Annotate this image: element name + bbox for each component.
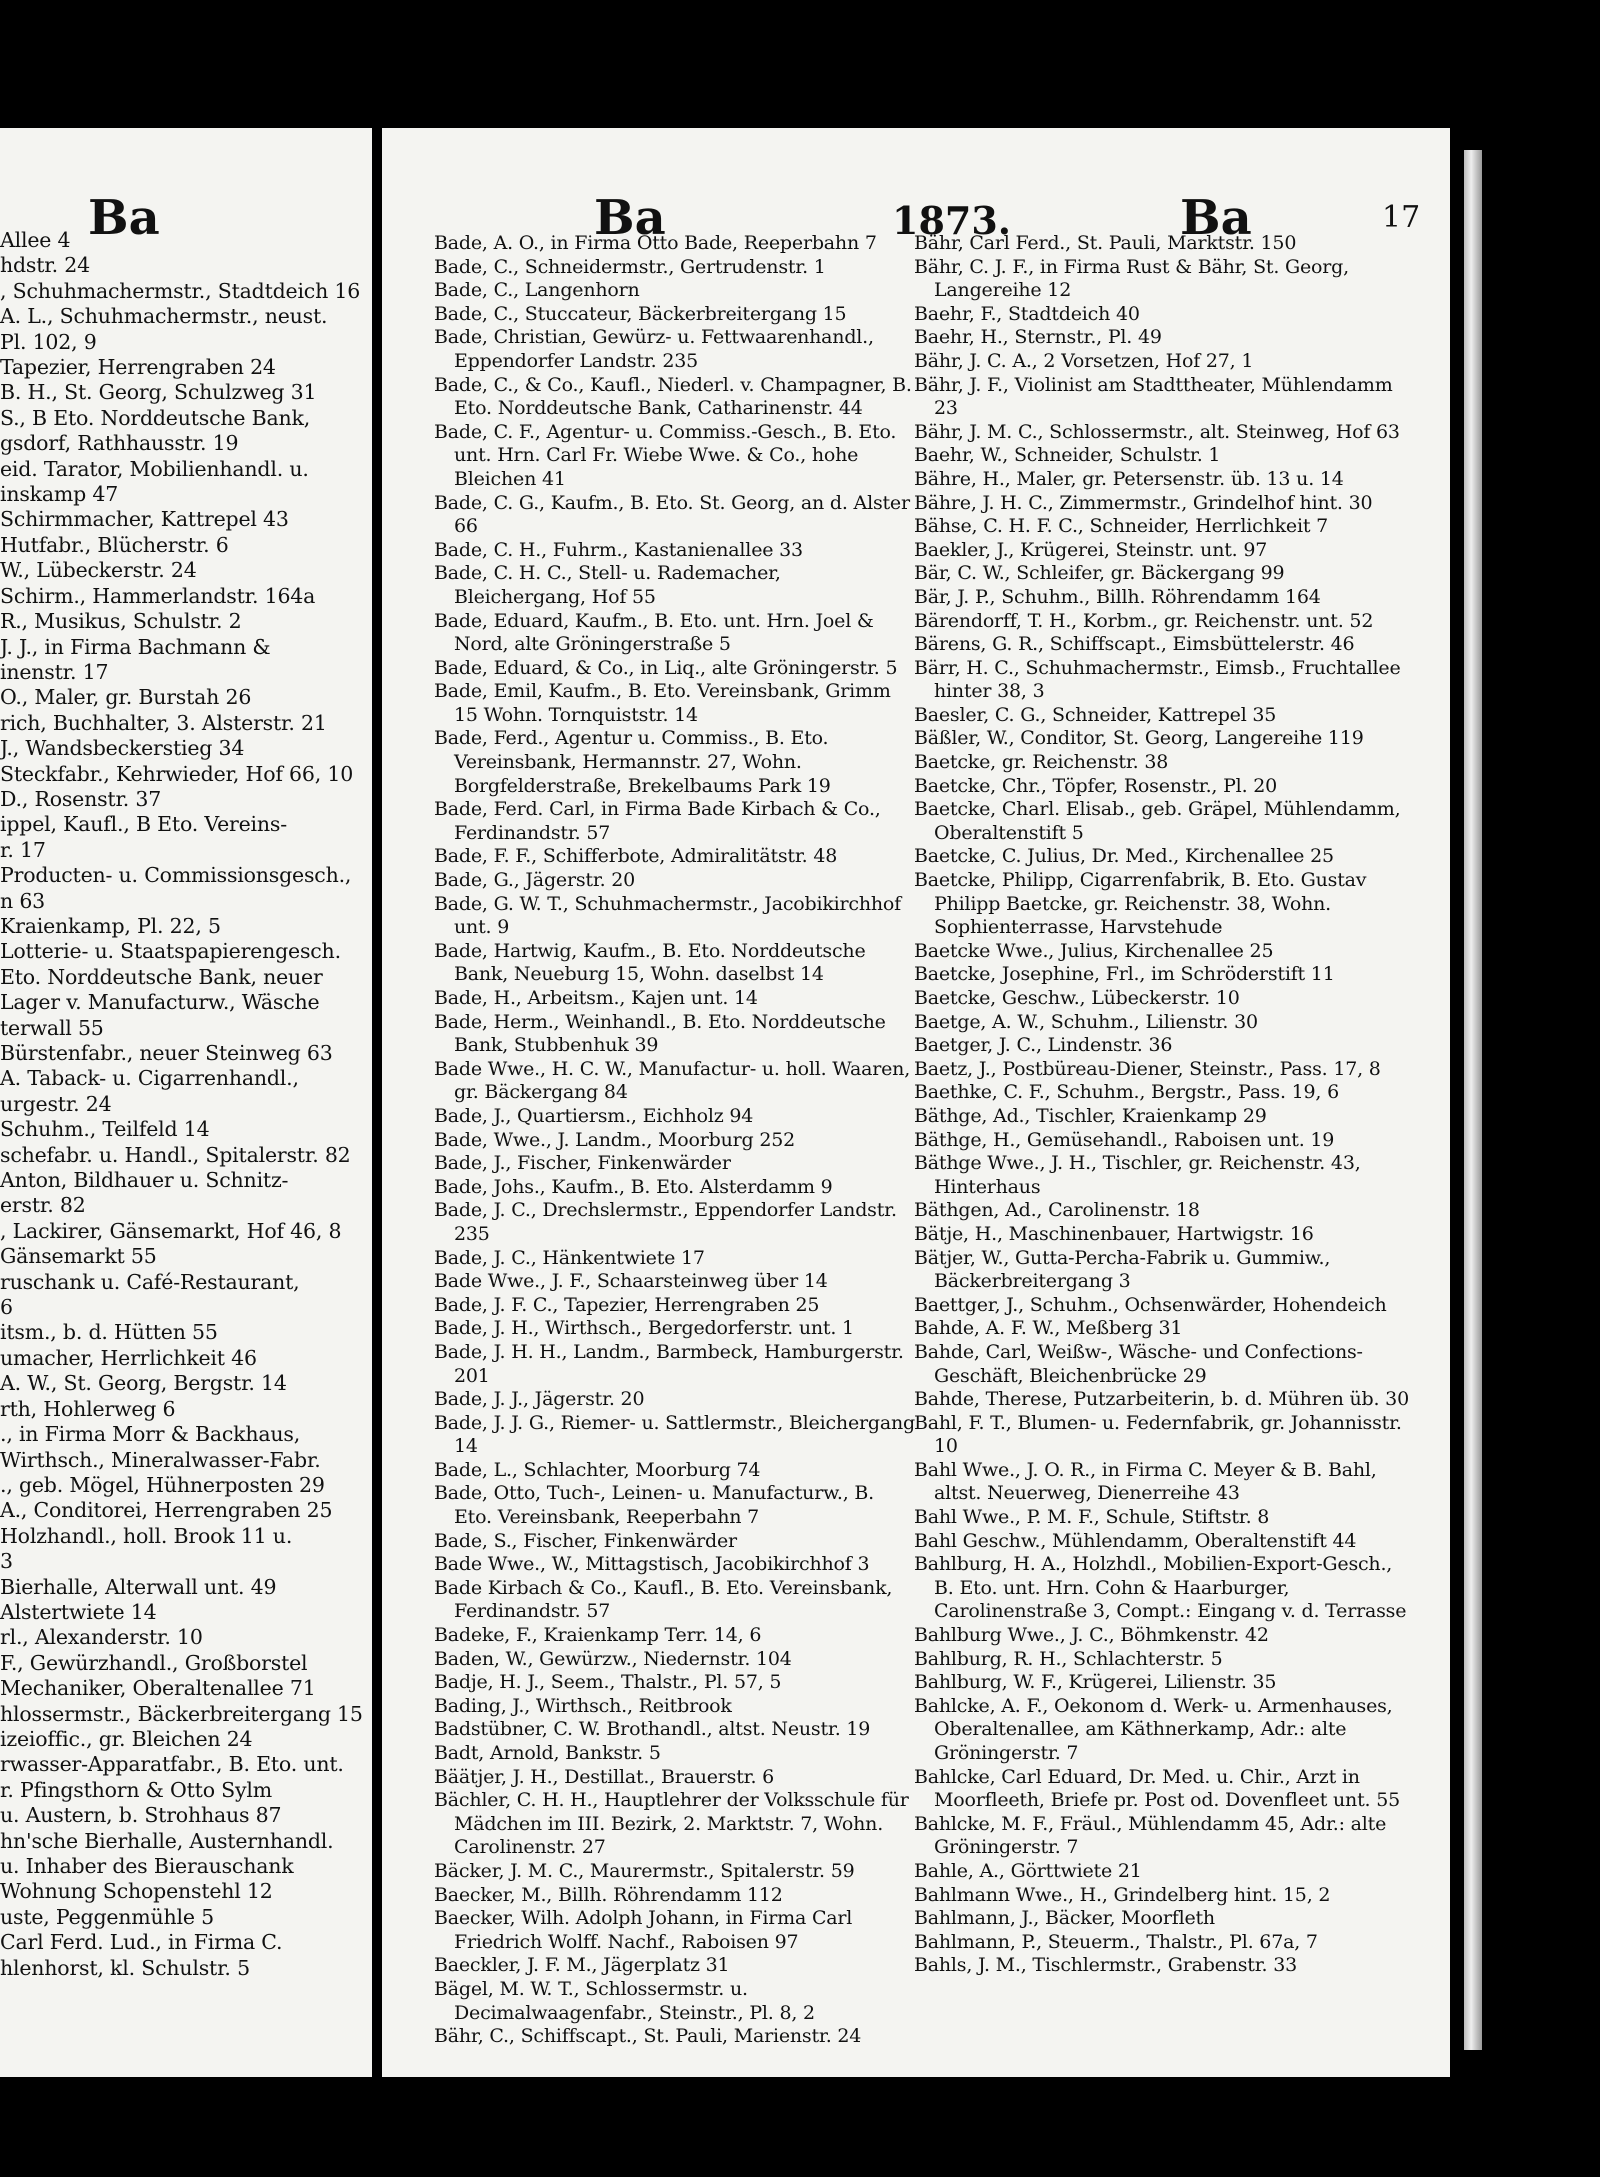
directory-entry: Bäätjer, J. H., Destillat., Brauerstr. 6	[434, 1765, 775, 1788]
directory-entry: Bürstenfabr., neuer Steinweg 63	[0, 1041, 333, 1065]
directory-entry: Bahl, F. T., Blumen- u. Federnfabrik, gr. Johannisstr. 10	[914, 1411, 1402, 1458]
directory-entry: Bähre, J. H. C., Zimmermstr., Grindelhof hint. 30	[914, 491, 1373, 514]
directory-entry: Baetcke, Philipp, Cigarrenfabrik, B. Eto. Gustav Philipp Baetcke, gr. Reichenstr. 38, Wohn. Sophienterrasse, Harvstehude	[914, 869, 1367, 939]
directory-entry: W., Lübeckerstr. 24	[0, 558, 197, 583]
directory-entry: Bade, H., Arbeitsm., Kajen unt. 14	[434, 987, 758, 1009]
directory-entry: Hutfabr., Blücherstr. 6	[0, 532, 229, 557]
directory-entry: n 63	[0, 888, 46, 913]
directory-entry: Badt, Arnold, Bankstr. 5	[434, 1742, 661, 1764]
directory-entry: Schirm., Hammerlandstr. 164a	[0, 583, 316, 608]
directory-entry: Baetcke, Chr., Töpfer, Rosenstr., Pl. 20	[914, 774, 1278, 797]
directory-entry: Bär, C. W., Schleifer, gr. Bäckergang 99	[914, 562, 1285, 585]
directory-entry: rl., Alexanderstr. 10	[0, 1625, 203, 1650]
directory-entry: Bade, Herm., Weinhandl., B. Eto. Norddeutsche Bank, Stubbenhuk 39	[434, 1010, 886, 1057]
directory-entry: Baetge, A. W., Schuhm., Lilienstr. 30	[914, 1010, 1258, 1033]
left-running-head: Ba	[88, 190, 160, 246]
directory-entry: Bade, Eduard, & Co., in Liq., alte Gröningerstr. 5	[434, 656, 898, 679]
directory-entry: Bade, J. C., Drechslermstr., Eppendorfer Landstr. 235	[434, 1199, 897, 1245]
directory-entry: Wohnung Schopenstehl 12	[0, 1879, 273, 1904]
directory-entry: Baekler, J., Krügerei, Steinstr. unt. 97	[914, 538, 1268, 561]
directory-entry: Bahde, Therese, Putzarbeiterin, b. d. Mühren üb. 30	[914, 1388, 1409, 1411]
directory-entry: Lotterie- u. Staatspapierengesch.	[0, 939, 341, 964]
directory-entry: 6	[0, 1295, 13, 1320]
directory-entry: Baetz, J., Postbüreau-Diener, Steinstr., Pass. 17, 8	[914, 1057, 1381, 1080]
directory-entry: hdstr. 24	[0, 253, 90, 278]
directory-entry: Bade, J. C., Hänkentwiete 17	[434, 1246, 705, 1269]
directory-entry: ., in Firma Morr & Backhaus,	[0, 1422, 301, 1447]
directory-entry: Lager v. Manufacturw., Wäsche	[0, 990, 320, 1015]
directory-entry: Bätjer, W., Gutta-Percha-Fabrik u. Gummiw., Bäckerbreitergang 3	[914, 1246, 1331, 1293]
directory-entry: Bahlburg, W. F., Krügerei, Lilienstr. 35	[914, 1671, 1277, 1694]
directory-entry: u. Austern, b. Strohhaus 87	[0, 1803, 282, 1828]
directory-entry: Bade, C., Schneidermstr., Gertrudenstr. 1	[434, 255, 826, 278]
directory-entry: Bahlburg, H. A., Holzhdl., Mobilien-Export-Gesch., B. Eto. unt. Hrn. Cohn & Haarburger, Carolinenstraße 3, Compt.: Eingang v. d. Terrasse	[914, 1553, 1407, 1623]
directory-entry: Bade Kirbach & Co., Kaufl., B. Eto. Vereinsbank, Ferdinandstr. 57	[434, 1576, 893, 1623]
directory-entry: eid. Tarator, Mobilienhandl. u.	[0, 456, 309, 481]
directory-entry: Baethke, C. F., Schuhm., Bergstr., Pass. 19, 6	[914, 1081, 1339, 1104]
directory-entry: rich, Buchhalter, 3. Alsterstr. 21	[0, 710, 327, 735]
directory-entry: Kraienkamp, Pl. 22, 5	[0, 913, 221, 938]
directory-entry: A. W., St. Georg, Bergstr. 14	[0, 1371, 287, 1396]
directory-entry: , Lackirer, Gänsemarkt, Hof 46, 8	[0, 1218, 342, 1243]
directory-entry: Bade, C. H. C., Stell- u. Rademacher, Bleichergang, Hof 55	[434, 562, 781, 608]
directory-entry: Bäthge, Ad., Tischler, Kraienkamp 29	[914, 1104, 1267, 1127]
directory-entry: Bade, J. H., Wirthsch., Bergedorferstr. unt. 1	[434, 1317, 854, 1340]
directory-entry: Bade, S., Fischer, Finkenwärder	[434, 1529, 737, 1552]
directory-entry: Bierhalle, Alterwall unt. 49	[0, 1574, 277, 1599]
directory-entry: Bade, Ferd., Agentur u. Commiss., B. Eto. Vereinsbank, Hermannstr. 27, Wohn. Borgfelderstraße, Brekelbaums Park 19	[434, 727, 831, 797]
directory-entry: urgestr. 24	[0, 1091, 112, 1116]
directory-entry: Bahlburg, R. H., Schlachterstr. 5	[914, 1647, 1223, 1670]
directory-entry: Bähr, Carl Ferd., St. Pauli, Marktstr. 150	[914, 232, 1297, 254]
directory-entry: Bähse, C. H. F. C., Schneider, Herrlichkeit 7	[914, 515, 1329, 538]
directory-entry: Bähr, C. J. F., in Firma Rust & Bähr, St. Georg, Langereihe 12	[914, 255, 1349, 302]
directory-entry: Bahlcke, Carl Eduard, Dr. Med. u. Chir., Arzt in Moorfleeth, Briefe pr. Post od. Dovenfleet unt. 55	[914, 1765, 1400, 1812]
directory-entry: schefabr. u. Handl., Spitalerstr. 82	[0, 1142, 351, 1167]
directory-entry: ippel, Kaufl., B Eto. Vereins-	[0, 812, 287, 837]
directory-entry: uste, Peggenmühle 5	[0, 1904, 215, 1929]
left-page	[0, 128, 372, 2077]
right-page	[382, 128, 1450, 2077]
directory-entry: Bade, Johs., Kaufm., B. Eto. Alsterdamm 9	[434, 1175, 833, 1198]
directory-entry: Baetcke, gr. Reichenstr. 38	[914, 751, 1169, 774]
directory-entry: Bade, C. G., Kaufm., B. Eto. St. Georg, an d. Alster 66	[434, 491, 910, 538]
page-number: 17	[1382, 200, 1421, 235]
directory-entry: Bahlmann Wwe., H., Grindelberg hint. 15, 2	[914, 1883, 1331, 1906]
directory-entry: Bähr, J. C. A., 2 Vorsetzen, Hof 27, 1	[914, 349, 1254, 372]
directory-entry: rth, Hohlerweg 6	[0, 1396, 176, 1421]
directory-entry: Badje, H. J., Seem., Thalstr., Pl. 57, 5	[434, 1671, 782, 1694]
page-edge	[1464, 150, 1482, 2050]
directory-entry: Bär, J. P., Schuhm., Billh. Röhrendamm 164	[914, 585, 1321, 608]
directory-entry: A. Taback- u. Cigarrenhandl.,	[0, 1066, 299, 1091]
directory-entry: Schirmmacher, Kattrepel 43	[0, 507, 289, 532]
right-running-head-left: Ba	[594, 190, 666, 246]
directory-entry: Baecker, M., Billh. Röhrendamm 112	[434, 1883, 783, 1906]
directory-entry: Bade, C., & Co., Kaufl., Niederl. v. Champagner, B. Eto. Norddeutsche Bank, Catharinenstr. 44	[434, 373, 912, 420]
directory-entry: hn'sche Bierhalle, Austernhandl.	[0, 1828, 334, 1853]
directory-entry: umacher, Herrlichkeit 46	[0, 1345, 257, 1370]
directory-entry: S., B Eto. Norddeutsche Bank,	[0, 405, 311, 430]
directory-entry: A. L., Schuhmachermstr., neust.	[0, 304, 328, 329]
left-column	[0, 228, 372, 1981]
directory-entry: Bade, Emil, Kaufm., B. Eto. Vereinsbank, Grimm 15 Wohn. Tornquiststr. 14	[434, 680, 891, 726]
directory-entry: gsdorf, Rathhausstr. 19	[0, 431, 239, 456]
directory-entry: F., Gewürzhandl., Großborstel	[0, 1650, 308, 1675]
directory-entry: Baeckler, J. F. M., Jägerplatz 31	[434, 1954, 730, 1977]
directory-entry: , Schuhmachermstr., Stadtdeich 16	[0, 278, 361, 303]
directory-entry: Bahl Wwe., J. O. R., in Firma C. Meyer & B. Bahl, altst. Neuerweg, Dienerreihe 43	[914, 1458, 1377, 1505]
directory-entry: Bade, J. H. H., Landm., Barmbeck, Hamburgerstr. 201	[434, 1340, 904, 1387]
directory-entry: Wirthsch., Mineralwasser-Fabr.	[0, 1447, 321, 1472]
directory-entry: Bade, Hartwig, Kaufm., B. Eto. Norddeutsche Bank, Neueburg 15, Wohn. daselbst 14	[434, 939, 866, 986]
directory-entry: terwall 55	[0, 1015, 104, 1040]
directory-entry: Alstertwiete 14	[0, 1599, 157, 1624]
directory-entry: Bäcker, J. M. C., Maurermstr., Spitalerstr. 59	[434, 1859, 855, 1882]
directory-entry: Baehr, F., Stadtdeich 40	[914, 302, 1140, 325]
directory-entry: Producten- u. Commissionsgesch.,	[0, 863, 352, 888]
directory-entry: Bade, J., Quartiersm., Eichholz 94	[434, 1104, 754, 1127]
directory-entry: Schuhm., Teilfeld 14	[0, 1117, 210, 1142]
directory-entry: Baetcke, Josephine, Frl., im Schröderstift 11	[914, 963, 1335, 986]
directory-entry: D., Rosenstr. 37	[0, 786, 162, 811]
directory-entry: inenstr. 17	[0, 659, 109, 684]
directory-entry: Bade, J. J. G., Riemer- u. Sattlermstr., Bleichergang 14	[434, 1411, 915, 1458]
directory-entry: Tapezier, Herrengraben 24	[0, 355, 276, 380]
directory-entry: izeioffic., gr. Bleichen 24	[0, 1726, 253, 1751]
directory-entry: Baetcke, C. Julius, Dr. Med., Kirchenallee 25	[914, 845, 1334, 868]
directory-entry: Baecker, Wilh. Adolph Johann, in Firma Carl Friedrich Wolff. Nachf., Raboisen 97	[434, 1907, 853, 1953]
directory-entry: Bärendorff, T. H., Korbm., gr. Reichenstr. unt. 52	[914, 609, 1374, 632]
directory-entry: Baesler, C. G., Schneider, Kattrepel 35	[914, 703, 1277, 726]
directory-entry: Bähr, J. M. C., Schlossermstr., alt. Steinweg, Hof 63	[914, 420, 1400, 443]
directory-entry: Bärr, H. C., Schuhmachermstr., Eimsb., Fruchtallee hinter 38, 3	[914, 656, 1401, 703]
directory-entry: R., Musikus, Schulstr. 2	[0, 609, 242, 634]
directory-entry: Bade, J. J., Jägerstr. 20	[434, 1388, 645, 1411]
directory-entry: Badstübner, C. W. Brothandl., altst. Neustr. 19	[434, 1718, 871, 1741]
directory-entry: 3	[0, 1549, 13, 1574]
directory-entry: Eto. Norddeutsche Bank, neuer	[0, 964, 323, 989]
directory-entry: Bahl Wwe., P. M. F., Schule, Stiftstr. 8	[914, 1506, 1270, 1529]
directory-column-a	[434, 232, 916, 2049]
directory-entry: Bahlmann, J., Bäcker, Moorfleth	[914, 1907, 1215, 1930]
directory-entry: Bade, J. F. C., Tapezier, Herrengraben 25	[434, 1293, 820, 1316]
directory-entry: Gänsemarkt 55	[0, 1244, 157, 1269]
directory-entry: u. Inhaber des Bierauschank	[0, 1854, 294, 1878]
directory-entry: itsm., b. d. Hütten 55	[0, 1320, 218, 1345]
directory-entry: Steckfabr., Kehrwieder, Hof 66, 10	[0, 761, 354, 786]
directory-entry: ruschank u. Café-Restaurant,	[0, 1269, 300, 1294]
directory-entry: r. 17	[0, 837, 46, 862]
directory-entry: Bahlcke, A. F., Oekonom d. Werk- u. Armenhauses, Oberaltenallee, am Käthnerkamp, Adr.: alte Gröningerstr. 7	[914, 1694, 1393, 1764]
directory-entry: Bahle, A., Görttwiete 21	[914, 1859, 1142, 1882]
directory-entry: Bade, L., Schlachter, Moorburg 74	[434, 1458, 761, 1481]
directory-entry: Pl. 102, 9	[0, 329, 97, 354]
directory-entry: Baetcke, Charl. Elisab., geb. Gräpel, Mühlendamm, Oberaltenstift 5	[914, 798, 1401, 844]
directory-entry: Baetcke Wwe., Julius, Kirchenallee 25	[914, 939, 1274, 962]
directory-entry: Bächler, C. H. H., Hauptlehrer der Volksschule für Mädchen im III. Bezirk, 2. Marktstr. 7, Wohn. Carolinenstr. 27	[434, 1789, 909, 1859]
directory-entry: Anton, Bildhauer u. Schnitz-	[0, 1168, 289, 1193]
directory-entry: Bade, C., Langenhorn	[434, 279, 640, 302]
directory-entry: Bade, Christian, Gewürz- u. Fettwaarenhandl., Eppendorfer Landstr. 235	[434, 326, 874, 372]
directory-entry: ., geb. Mögel, Hühnerposten 29	[0, 1472, 325, 1497]
directory-entry: Bahl Geschw., Mühlendamm, Oberaltenstift 44	[914, 1529, 1357, 1552]
directory-entry: Bäthgen, Ad., Carolinenstr. 18	[914, 1199, 1200, 1222]
directory-entry: erstr. 82	[0, 1193, 86, 1218]
directory-entry: Baetger, J. C., Lindenstr. 36	[914, 1034, 1173, 1057]
directory-entry: A., Conditorei, Herrengraben 25	[0, 1498, 333, 1523]
directory-entry: Baetcke, Geschw., Lübeckerstr. 10	[914, 987, 1240, 1009]
directory-entry: Bade Wwe., H. C. W., Manufactur- u. holl. Waaren, gr. Bäckergang 84	[434, 1057, 911, 1104]
directory-entry: Bäßler, W., Conditor, St. Georg, Langereihe 119	[914, 727, 1364, 750]
directory-entry: Bahlmann, P., Steuerm., Thalstr., Pl. 67a, 7	[914, 1930, 1318, 1953]
directory-entry: Allee 4	[0, 228, 71, 252]
directory-entry: Bähre, H., Maler, gr. Petersenstr. üb. 13 u. 14	[914, 467, 1344, 490]
directory-entry: Bärens, G. R., Schiffscapt., Eimsbüttelerstr. 46	[914, 633, 1355, 656]
directory-entry: Mechaniker, Oberaltenallee 71	[0, 1676, 316, 1701]
directory-entry: Bägel, M. W. T., Schlossermstr. u. Decimalwaagenfabr., Steinstr., Pl. 8, 2	[434, 1977, 815, 2024]
directory-entry: Bade, Ferd. Carl, in Firma Bade Kirbach & Co., Ferdinandstr. 57	[434, 798, 881, 844]
directory-entry: Baden, W., Gewürzw., Niedernstr. 104	[434, 1647, 792, 1670]
directory-entry: Bahde, A. F. W., Meßberg 31	[914, 1317, 1183, 1340]
directory-entry: Bade, C. F., Agentur- u. Commiss.-Gesch., B. Eto. unt. Hrn. Carl Fr. Wiebe Wwe. & Co., hohe Bleichen 41	[434, 420, 897, 490]
directory-entry: Bade, C. H., Fuhrm., Kastanienallee 33	[434, 538, 803, 561]
directory-entry: Badeke, F., Kraienkamp Terr. 14, 6	[434, 1624, 762, 1647]
directory-entry: Bade, F. F., Schifferbote, Admiralitätstr. 48	[434, 845, 838, 868]
directory-entry: Bahlcke, M. F., Fräul., Mühlendamm 45, Adr.: alte Gröningerstr. 7	[914, 1812, 1387, 1859]
directory-entry: Bade, Eduard, Kaufm., B. Eto. unt. Hrn. Joel & Nord, alte Gröningerstraße 5	[434, 609, 874, 656]
directory-entry: Carl Ferd. Lud., in Firma C.	[0, 1930, 283, 1955]
directory-entry: Bahlburg Wwe., J. C., Böhmkenstr. 42	[914, 1624, 1269, 1647]
directory-entry: Baehr, W., Schneider, Schulstr. 1	[914, 444, 1221, 467]
directory-entry: Bade, J., Fischer, Finkenwärder	[434, 1152, 731, 1175]
directory-entry: B. H., St. Georg, Schulzweg 31	[0, 380, 317, 405]
directory-entry: r. Pfingsthorn & Otto Sylm	[0, 1777, 272, 1802]
directory-entry: hlenhorst, kl. Schulstr. 5	[0, 1955, 250, 1980]
directory-entry: Holzhandl., holl. Brook 11 u.	[0, 1523, 293, 1548]
directory-entry: Bahde, Carl, Weißw-, Wäsche- und Confections-Geschäft, Bleichenbrücke 29	[914, 1340, 1363, 1387]
directory-entry: Bade, C., Stuccateur, Bäckerbreitergang 15	[434, 302, 847, 325]
year-heading: 1873.	[892, 198, 1011, 243]
directory-entry: Bäthge, H., Gemüsehandl., Raboisen unt. 19	[914, 1128, 1335, 1151]
directory-entry: Bätje, H., Maschinenbauer, Hartwigstr. 16	[914, 1222, 1314, 1245]
directory-entry: Bade, Wwe., J. Landm., Moorburg 252	[434, 1128, 795, 1151]
directory-entry: Bading, J., Wirthsch., Reitbrook	[434, 1694, 732, 1717]
directory-entry: hlossermstr., Bäckerbreitergang 15	[0, 1701, 363, 1726]
directory-entry: Baettger, J., Schuhm., Ochsenwärder, Hohendeich	[914, 1293, 1387, 1316]
directory-entry: Baehr, H., Sternstr., Pl. 49	[914, 326, 1162, 349]
right-running-head-right: Ba	[1180, 190, 1252, 246]
directory-entry: Bade Wwe., W., Mittagstisch, Jacobikirchhof 3	[434, 1553, 870, 1576]
directory-entry: Bade, G., Jägerstr. 20	[434, 869, 636, 892]
directory-entry: Bade, A. O., in Firma Otto Bade, Reeperbahn 7	[434, 232, 877, 254]
directory-entry: Bade, G. W. T., Schuhmachermstr., Jacobikirchhof unt. 9	[434, 892, 901, 939]
directory-entry: rwasser-Apparatfabr., B. Eto. unt.	[0, 1752, 344, 1777]
directory-entry: Bähr, C., Schiffscapt., St. Pauli, Marienstr. 24	[434, 2025, 862, 2048]
directory-entry: Bade, Otto, Tuch-, Leinen- u. Manufacturw., B. Eto. Vereinsbank, Reeperbahn 7	[434, 1482, 874, 1529]
directory-entry: inskamp 47	[0, 482, 119, 507]
directory-entry: Bähr, J. F., Violinist am Stadttheater, Mühlendamm 23	[914, 373, 1393, 420]
directory-entry: J., Wandsbeckerstieg 34	[0, 736, 245, 761]
directory-entry: Bahls, J. M., Tischlermstr., Grabenstr. 33	[914, 1954, 1297, 1977]
directory-entry: Bade Wwe., J. F., Schaarsteinweg über 14	[434, 1270, 828, 1293]
directory-column-b	[914, 232, 1414, 1978]
directory-entry: O., Maler, gr. Burstah 26	[0, 685, 252, 710]
directory-entry: J. J., in Firma Bachmann &	[0, 634, 271, 659]
directory-entry: Bäthge Wwe., J. H., Tischler, gr. Reichenstr. 43, Hinterhaus	[914, 1152, 1361, 1198]
